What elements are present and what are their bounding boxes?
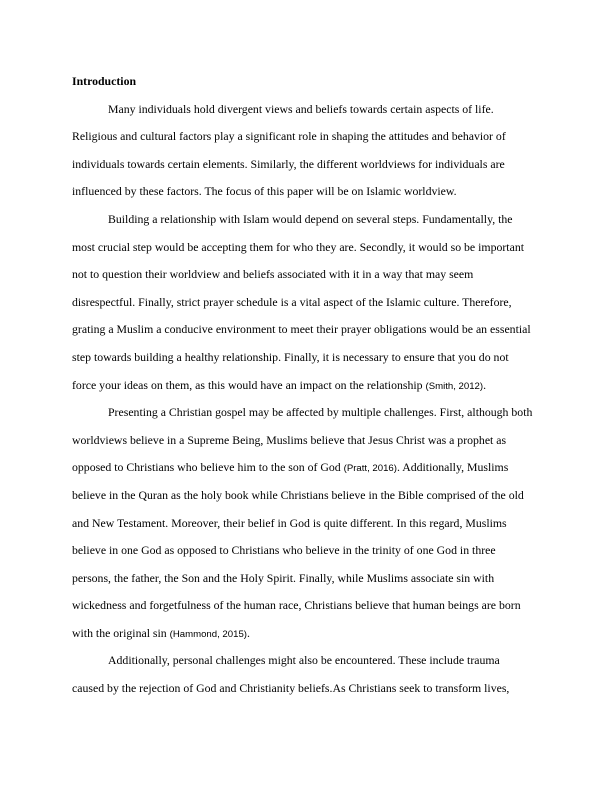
line-text: . bbox=[483, 377, 487, 392]
paragraph-line: worldviews believe in a Supreme Being, Muslims believe that Jesus Christ was a prophet as bbox=[72, 432, 507, 447]
paragraph-line: Presenting a Christian gospel may be affected by multiple challenges. First, although both bbox=[108, 405, 533, 420]
paragraph-3 bbox=[72, 399, 542, 647]
paragraph-line: believe in one God as opposed to Christians who believe in the trinity of one God in three bbox=[72, 543, 496, 558]
paragraph-line: Religious and cultural factors play a significant role in shaping the attitudes and behavior of bbox=[72, 129, 506, 144]
paragraph-line bbox=[72, 454, 542, 482]
section-heading: Introduction bbox=[72, 74, 137, 88]
citation: (Hammond, 2015) bbox=[169, 628, 247, 640]
paragraph-line: disrespectful. Finally, strict prayer schedule is a vital aspect of the Islamic culture. Therefore, bbox=[72, 294, 512, 309]
line-text: . Additionally, Muslims bbox=[396, 460, 509, 475]
line-text: . bbox=[246, 625, 250, 640]
line-text: opposed to Christians who believe him to the son of God bbox=[72, 460, 344, 475]
paragraph-4 bbox=[72, 647, 542, 702]
paragraph-line: and New Testament. Moreover, their belief in God is quite different. In this regard, Muslims bbox=[72, 515, 507, 530]
paragraph-line: not to question their worldview and beliefs associated with it in a way that may seem bbox=[72, 267, 474, 282]
paragraph-line: believe in the Quran as the holy book while Christians believe in the Bible comprised of the old bbox=[72, 487, 524, 502]
citation: (Smith, 2012) bbox=[425, 380, 484, 392]
paragraph-line: step towards building a healthy relationship. Finally, it is necessary to ensure that you do not bbox=[72, 349, 509, 364]
paragraph-line bbox=[72, 372, 542, 400]
line-text: with the original sin bbox=[72, 625, 170, 640]
paragraph-1 bbox=[72, 96, 542, 206]
paragraph-line: persons, the father, the Son and the Holy Spirit. Finally, while Muslims associate sin with bbox=[72, 570, 495, 585]
paragraph-line: Many individuals hold divergent views and beliefs towards certain aspects of life. bbox=[108, 101, 494, 116]
line-text: force your ideas on them, as this would have an impact on the relationship bbox=[72, 377, 426, 392]
paragraph-line: grating a Muslim a conducive environment to meet their prayer obligations would be an essential bbox=[72, 322, 531, 337]
citation: (Pratt, 2016) bbox=[343, 463, 397, 475]
paragraph-line: wickedness and forgetfulness of the human race, Christians believe that human beings are born bbox=[72, 598, 521, 613]
paragraph-line: individuals towards certain elements. Similarly, the different worldviews for individuals are bbox=[72, 156, 505, 171]
paragraph-line: most crucial step would be accepting them for who they are. Secondly, it would so be important bbox=[72, 239, 524, 254]
paragraph-line: influenced by these factors. The focus of this paper will be on Islamic worldview. bbox=[72, 184, 457, 199]
paragraph-line: caused by the rejection of God and Christianity beliefs.As Christians seek to transform lives, bbox=[72, 681, 510, 696]
paragraph-2 bbox=[72, 206, 542, 399]
paragraph-line bbox=[72, 620, 542, 648]
document-body bbox=[72, 68, 542, 703]
paragraph-line: Additionally, personal challenges might also be encountered. These include trauma bbox=[108, 653, 500, 668]
paragraph-line: Building a relationship with Islam would depend on several steps. Fundamentally, the bbox=[108, 211, 513, 226]
